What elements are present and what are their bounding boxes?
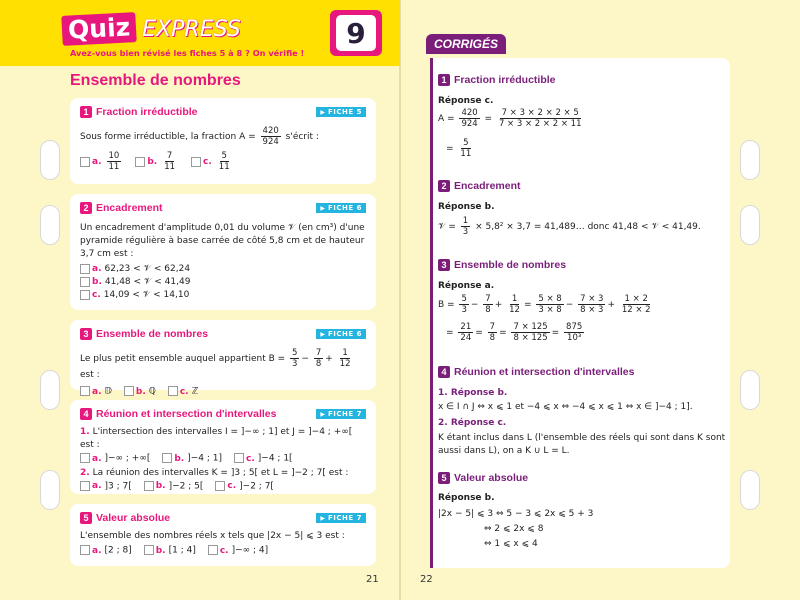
question-number: 5 — [80, 512, 92, 524]
fraction — [314, 348, 323, 369]
fraction-numerator: 875 — [566, 322, 583, 332]
option-c[interactable] — [80, 290, 366, 300]
fiche-link[interactable]: ▶ FICHE 6 — [316, 203, 366, 213]
option-letter: c. — [179, 386, 189, 397]
express-word: EXPRESS — [142, 16, 241, 42]
fraction — [458, 322, 473, 343]
fraction-denominator: 924 — [262, 137, 279, 147]
answer-math: x ∈ I ∩ J ⇔ x ⩽ 1 et −4 ⩽ x ⇔ −4 ⩽ x ⩽ 1 ⇔ x ∈ ]−4 ; 1]. — [438, 402, 693, 412]
option-b[interactable] — [135, 151, 179, 172]
fraction-numerator: 420 — [262, 126, 279, 136]
option-text: 14,09 < 𝒱 < 14,10 — [103, 290, 190, 300]
option-c[interactable] — [168, 386, 198, 397]
fraction-denominator: 11 — [460, 149, 472, 159]
answer-label: Réponse c. — [438, 96, 494, 106]
math-text: × 5,8² × 3,7 = 41,489… donc 41,48 < 𝒱 < 41,49. — [475, 222, 701, 232]
checkbox[interactable] — [168, 386, 178, 396]
question-number: 4 — [80, 408, 92, 420]
question-text-after: est : — [80, 370, 100, 380]
answer-title-4 — [438, 366, 634, 378]
answer-title-2 — [438, 180, 521, 192]
option-text: [2 ; 8] — [104, 545, 132, 556]
fraction — [483, 294, 492, 315]
checkbox[interactable] — [162, 453, 172, 463]
checkbox[interactable] — [80, 545, 90, 555]
checkbox[interactable] — [80, 264, 90, 274]
checkbox[interactable] — [144, 481, 154, 491]
answer-title-text: Réunion et intersection d'intervalles — [454, 366, 635, 378]
fraction-denominator: 24 — [460, 333, 472, 343]
fraction-denominator: 10³ — [567, 333, 582, 343]
fraction-numerator: 7 — [485, 294, 491, 304]
option-a[interactable] — [80, 264, 366, 274]
fraction-denominator: 924 — [461, 119, 478, 129]
fraction — [497, 108, 584, 129]
answer-math: ⇔ 1 ⩽ x ⩽ 4 — [484, 539, 538, 549]
option-c[interactable] — [215, 481, 274, 492]
math-text: A = — [438, 114, 455, 124]
question-number: 3 — [80, 328, 92, 340]
answer-title-text: Ensemble de nombres — [454, 259, 567, 271]
binder-hole — [40, 205, 60, 245]
question-title — [80, 328, 208, 340]
fraction-denominator: 3 — [461, 305, 467, 315]
option-letter: b. — [155, 545, 166, 556]
fraction-numerator: 1 — [511, 294, 518, 304]
option-letter: c. — [246, 453, 255, 464]
checkbox[interactable] — [124, 386, 134, 396]
answer-math: |2x − 5| ⩽ 3 ⇔ 5 − 3 ⩽ 2x ⩽ 5 + 3 — [438, 509, 594, 519]
question-text-after: s'écrit : — [285, 132, 319, 142]
option-text: 62,23 < 𝒱 < 62,24 — [104, 264, 191, 274]
binder-hole — [40, 470, 60, 510]
fraction-numerator: 7 × 125 — [513, 322, 548, 332]
answer-math: ⇔ 2 ⩽ 2x ⩽ 8 — [484, 524, 544, 534]
option-b[interactable] — [124, 386, 156, 397]
checkbox[interactable] — [234, 453, 244, 463]
option-letter: c. — [92, 290, 101, 300]
answer-number: 1 — [438, 74, 450, 86]
option-letter: b. — [174, 453, 185, 464]
fraction — [261, 126, 281, 147]
checkbox[interactable] — [80, 386, 90, 396]
answer-math — [438, 216, 701, 237]
math-text: B = — [438, 300, 455, 310]
fraction — [461, 216, 470, 237]
option-letter: b. — [147, 157, 158, 167]
option-text: 41,48 < 𝒱 < 41,49 — [104, 277, 191, 287]
fraction-denominator: 7 × 3 × 2 × 2 × 11 — [498, 119, 582, 129]
quiz-logo — [62, 14, 241, 44]
option-letter: a. — [92, 453, 102, 464]
answer-number: 2 — [438, 180, 450, 192]
question-card-2 — [70, 194, 376, 310]
question-title-text: Fraction irréductible — [96, 106, 198, 118]
quiz-header — [0, 0, 400, 66]
section-title: Ensemble de nombres — [70, 72, 241, 89]
fraction-numerator: 5 — [463, 138, 469, 148]
checkbox[interactable] — [135, 157, 145, 167]
checkbox[interactable] — [191, 157, 201, 167]
fraction-numerator: 5 × 8 — [538, 294, 562, 304]
answer-text: K étant inclus dans L (l'ensemble des réels qui sont dans K sont — [438, 433, 726, 443]
answer-title-5 — [438, 472, 528, 484]
answer-label: Réponse a. — [438, 281, 495, 291]
binder-hole — [740, 140, 760, 180]
option-letter: b. — [92, 277, 102, 287]
corriges-tab: CORRIGÉS — [426, 34, 506, 54]
fraction-numerator: 5 — [292, 348, 298, 358]
option-c[interactable] — [234, 453, 293, 464]
option-letter: b. — [135, 386, 146, 397]
question-text: Le plus petit ensemble auquel appartient B = $\frac{5}{3}$ − $\frac{7}{8}$ + $\frac{1}{12}$ est : — [80, 348, 351, 380]
answer-title-3 — [438, 259, 566, 271]
fraction — [507, 294, 522, 315]
answer-title-text: Valeur absolue — [454, 472, 529, 484]
fraction — [620, 294, 653, 315]
answer-number: 5 — [438, 472, 450, 484]
option-a[interactable] — [80, 453, 150, 464]
math-text: 𝒱 = — [438, 222, 456, 232]
question-part-2 — [80, 467, 366, 480]
question-card-3 — [70, 320, 376, 397]
option-c[interactable] — [208, 545, 268, 556]
question-title — [80, 512, 170, 524]
option-letter: a. — [92, 264, 102, 274]
option-text: ]−∞ ; +∞[ — [104, 453, 151, 464]
answer-title-text: Fraction irréductible — [454, 74, 556, 86]
option-text: ]−4 ; 1[ — [257, 453, 293, 464]
fraction-denominator: 3 × 8 — [538, 305, 562, 315]
option-text: ]−4 ; 1] — [187, 453, 223, 464]
option-letter: a. — [92, 481, 102, 491]
fraction-numerator: 5 — [221, 151, 227, 161]
fraction-numerator: 420 — [461, 108, 478, 118]
fraction-numerator: 5 — [461, 294, 467, 304]
option-text: ]−2 ; 5[ — [168, 481, 204, 491]
option-b[interactable] — [80, 277, 366, 287]
fraction-denominator: 8 × 125 — [513, 333, 548, 343]
option-a[interactable] — [80, 545, 132, 556]
question-card-1 — [70, 98, 376, 184]
fraction — [511, 322, 549, 343]
answer-math: B = $\frac{5}{3}$ − $\frac{7}{8}$ + $\frac{1}{12}$ = $\frac{5 \times 8}{3 \times 8}$ − $\frac{7 \times 3}{8 \times 3}$ + $\frac{1 \times 2}{12 \times 2}$ — [438, 294, 651, 315]
fraction — [458, 138, 473, 159]
fraction-denominator: 3 — [462, 227, 469, 237]
fraction-denominator: 12 × 2 — [621, 305, 651, 315]
answer-label: Réponse b. — [438, 493, 495, 503]
option-text: ℤ — [191, 386, 199, 397]
question-title — [80, 106, 198, 118]
binder-hole — [740, 205, 760, 245]
option-text: ]−2 ; 7[ — [239, 481, 274, 491]
option-letter: a. — [92, 386, 102, 397]
option-b[interactable] — [144, 545, 196, 556]
question-title-text: Ensemble de nombres — [96, 328, 209, 340]
quiz-subtitle: Avez-vous bien révisé les fiches 5 à 8 ? On vérifie ! — [70, 48, 305, 58]
options-row — [80, 453, 366, 464]
answer-label: Réponse b. — [438, 202, 495, 212]
fraction-denominator: 3 — [292, 359, 298, 369]
question-part-1 — [80, 426, 366, 452]
fraction-numerator: 21 — [460, 322, 472, 332]
fraction — [488, 322, 497, 343]
fraction-numerator: 7 — [315, 348, 322, 358]
option-letter: c. — [227, 481, 237, 491]
checkbox[interactable] — [80, 277, 90, 287]
fraction — [459, 294, 468, 315]
fraction-numerator: 10 — [108, 151, 120, 161]
fiche-link[interactable]: ▶ FICHE 5 — [316, 107, 366, 117]
checkbox[interactable] — [208, 545, 218, 555]
option-a[interactable] — [80, 481, 132, 492]
question-text — [80, 126, 366, 147]
option-b[interactable] — [162, 453, 222, 464]
question-title-text: Encadrement — [96, 202, 163, 214]
fraction-denominator: 12 — [339, 359, 351, 369]
fraction — [564, 322, 584, 343]
option-text: ℚ — [148, 386, 156, 397]
question-title-text: Réunion et intersection d'intervalles — [96, 408, 277, 420]
part-text: L'intersection des intervalles I = ]−∞ ; 1] et J = ]−4 ; +∞[ est : — [80, 427, 353, 450]
fraction — [338, 348, 353, 369]
question-title — [80, 408, 276, 420]
fraction-numerator: 1 × 2 — [624, 294, 648, 304]
fraction-denominator: 12 — [509, 305, 520, 315]
question-card-4 — [70, 400, 376, 494]
binder-hole — [740, 370, 760, 410]
option-c[interactable] — [191, 151, 234, 172]
option-fraction — [217, 151, 232, 172]
fraction-denominator: 11 — [164, 162, 176, 172]
quiz-number-value: 9 — [336, 15, 376, 51]
question-title-text: Valeur absolue — [96, 512, 171, 524]
fiche-link[interactable]: ▶ FICHE 7 — [316, 513, 366, 523]
answer-math: A = $\frac{420}{924}$ = $\frac{7 \times 3 \times 2 \times 2 \times 5}{7 \times 3 \times 2 \times 2 \times 11}$ — [438, 108, 582, 129]
checkbox[interactable] — [80, 453, 90, 463]
option-text: [1 ; 4] — [168, 545, 196, 556]
fraction-denominator: 8 — [485, 305, 491, 315]
binder-hole — [740, 470, 760, 510]
checkbox[interactable] — [80, 481, 90, 491]
fraction — [290, 348, 299, 369]
fraction — [578, 294, 605, 315]
answer-math: = $\frac{21}{24}$ = $\frac{7}{8}$ = $\frac{7 \times 125}{8 \times 125}$ = $\frac{875}{\text{10³}}$ — [446, 322, 583, 343]
option-letter: a. — [92, 157, 102, 167]
answer-label: 2. Réponse c. — [438, 418, 507, 428]
quiz-word: Quiz — [61, 12, 137, 46]
answer-number: 4 — [438, 366, 450, 378]
options-row — [80, 386, 366, 397]
question-number: 2 — [80, 202, 92, 214]
fiche-link[interactable]: ▶ FICHE 6 — [316, 329, 366, 339]
part-number: 1. — [80, 427, 90, 437]
quiz-number — [330, 10, 382, 56]
option-text: 𝔻 — [104, 386, 112, 397]
option-fraction — [162, 151, 177, 172]
fiche-link[interactable]: ▶ FICHE 7 — [316, 409, 366, 419]
fraction-denominator: 11 — [218, 162, 230, 172]
checkbox[interactable] — [80, 157, 90, 167]
fraction-numerator: 7 — [489, 322, 496, 332]
options-row — [80, 151, 366, 172]
fraction-numerator: 7 × 3 × 2 × 2 × 5 — [501, 108, 579, 118]
answer-text: aussi dans L), on a K ∪ L = L. — [438, 446, 570, 456]
answer-title-1 — [438, 74, 556, 86]
fraction — [459, 108, 479, 129]
options-row — [80, 481, 366, 492]
option-letter: b. — [155, 481, 166, 491]
option-a[interactable] — [80, 386, 112, 397]
fraction-denominator: 8 × 3 — [580, 305, 604, 315]
page-number-left: 21 — [366, 574, 379, 585]
page-gutter — [399, 0, 401, 600]
answer-title-text: Encadrement — [454, 180, 521, 192]
fraction-denominator: 11 — [108, 162, 120, 172]
question-text-before: Le plus petit ensemble auquel appartient B = — [80, 354, 286, 364]
checkbox[interactable] — [144, 545, 154, 555]
question-text: L'ensemble des nombres réels x tels que |2x − 5| ⩽ 3 est : — [80, 531, 345, 541]
checkbox[interactable] — [215, 481, 225, 491]
option-letter: a. — [92, 545, 102, 556]
part-text: La réunion des intervalles K = ]3 ; 5[ et L = ]−2 ; 7[ est : — [92, 467, 349, 478]
question-text: Un encadrement d'amplitude 0,01 du volume 𝒱 (en cm³) d'une pyramide régulière à base carrée de côté 5,8 cm et de hauteur 3,7 cm est : — [80, 223, 365, 259]
option-letter: c. — [219, 545, 229, 556]
options-row — [80, 545, 366, 556]
option-text: ]−∞ ; 4] — [231, 545, 269, 556]
fraction-numerator: 7 — [166, 151, 173, 161]
question-title — [80, 202, 163, 214]
option-letter: c. — [203, 157, 212, 167]
option-b[interactable] — [144, 481, 204, 492]
fraction-denominator: 8 — [489, 333, 496, 343]
question-number: 1 — [80, 106, 92, 118]
question-card-5 — [70, 504, 376, 566]
binder-hole — [40, 370, 60, 410]
checkbox[interactable] — [80, 290, 90, 300]
binder-hole — [40, 140, 60, 180]
fraction-numerator: 1 — [342, 348, 348, 358]
page-number-right: 22 — [420, 574, 433, 585]
fraction-numerator: 1 — [462, 216, 469, 226]
option-fraction — [107, 151, 122, 172]
fraction-denominator: 8 — [315, 359, 322, 369]
option-text: ]3 ; 7[ — [104, 481, 132, 491]
part-number: 2. — [80, 467, 90, 478]
answer-math: = $\frac{5}{11}$ — [446, 138, 472, 159]
question-text-before: Sous forme irréductible, la fraction A = — [80, 132, 256, 142]
option-a[interactable] — [80, 151, 123, 172]
fraction-numerator: 7 × 3 — [580, 294, 604, 304]
answer-label: 1. Réponse b. — [438, 388, 508, 398]
fraction — [536, 294, 563, 315]
answer-number: 3 — [438, 259, 450, 271]
